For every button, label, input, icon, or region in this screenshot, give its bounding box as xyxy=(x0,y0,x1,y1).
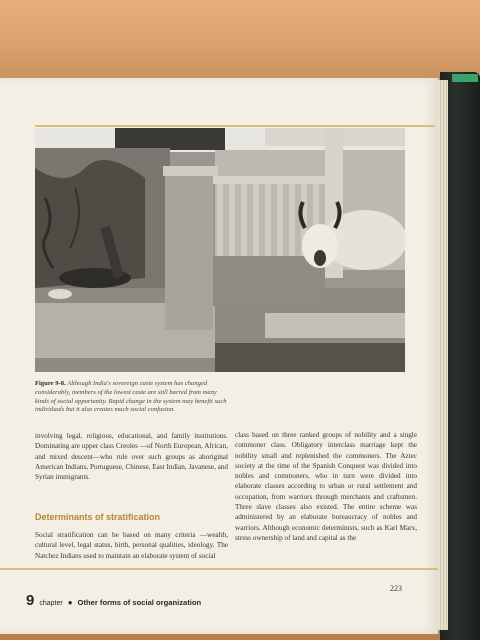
page-number: 223 xyxy=(390,584,402,593)
photograph xyxy=(35,128,405,372)
body-text-right: class based on three ranked groups of nobility and a single commoner class. Obligatory interclass marriage kept the nobility small and replenished the commoners. The Aztec society at the time of the Spanish Conquest was divided into nobles and commoners, who in turn were divided into elaborate classes according to urban or rural settlement and occupation, from warriors through merchants and craftsmen. Three slave classes also existed. The entire scheme was administered by an elaborate bureaucracy of nobles and warriors. Although economic determinists, such as Karl Marx, stress ownership of land and capital as the xyxy=(235,431,417,542)
top-rule xyxy=(35,125,435,127)
chapter-number: 9 xyxy=(26,592,35,609)
figure-caption xyxy=(35,380,231,415)
bullet-icon: ● xyxy=(67,598,73,607)
caption-text: Although India's sovereign caste system has changed considerably, members of the lowest caste are still barred from many kinds of social opportunity. Rapid change in the system may benefit such individuals but it also creates much social confusion. xyxy=(35,380,227,414)
wooden-table-top xyxy=(0,0,480,78)
body-text-left-bottom: Social stratification can be based on many criteria —wealth, cultural level, legal status, birth, personal qualities, ideology. The Natchez Indians used to maintain an elaborate system of social xyxy=(35,531,228,560)
cover-edge-trim xyxy=(452,74,478,82)
caption-lead: Figure 9-8. xyxy=(35,380,66,387)
running-footer xyxy=(26,592,326,609)
book-page xyxy=(0,78,438,634)
chapter-label: chapter xyxy=(39,600,63,607)
chapter-title: Other forms of social organization xyxy=(77,598,202,607)
bottom-rule xyxy=(0,568,438,570)
section-heading: Determinants of stratification xyxy=(35,512,161,522)
body-text-left-top: involving legal, religious, educational, and family institutions. Dominating are upper class Creoles —of North European, African, and mixed descent—who rule over such groups as aboriginal American Indians, Portuguese, Chinese, East Indian, Javanese, and Syrian immigrants. xyxy=(35,432,228,482)
